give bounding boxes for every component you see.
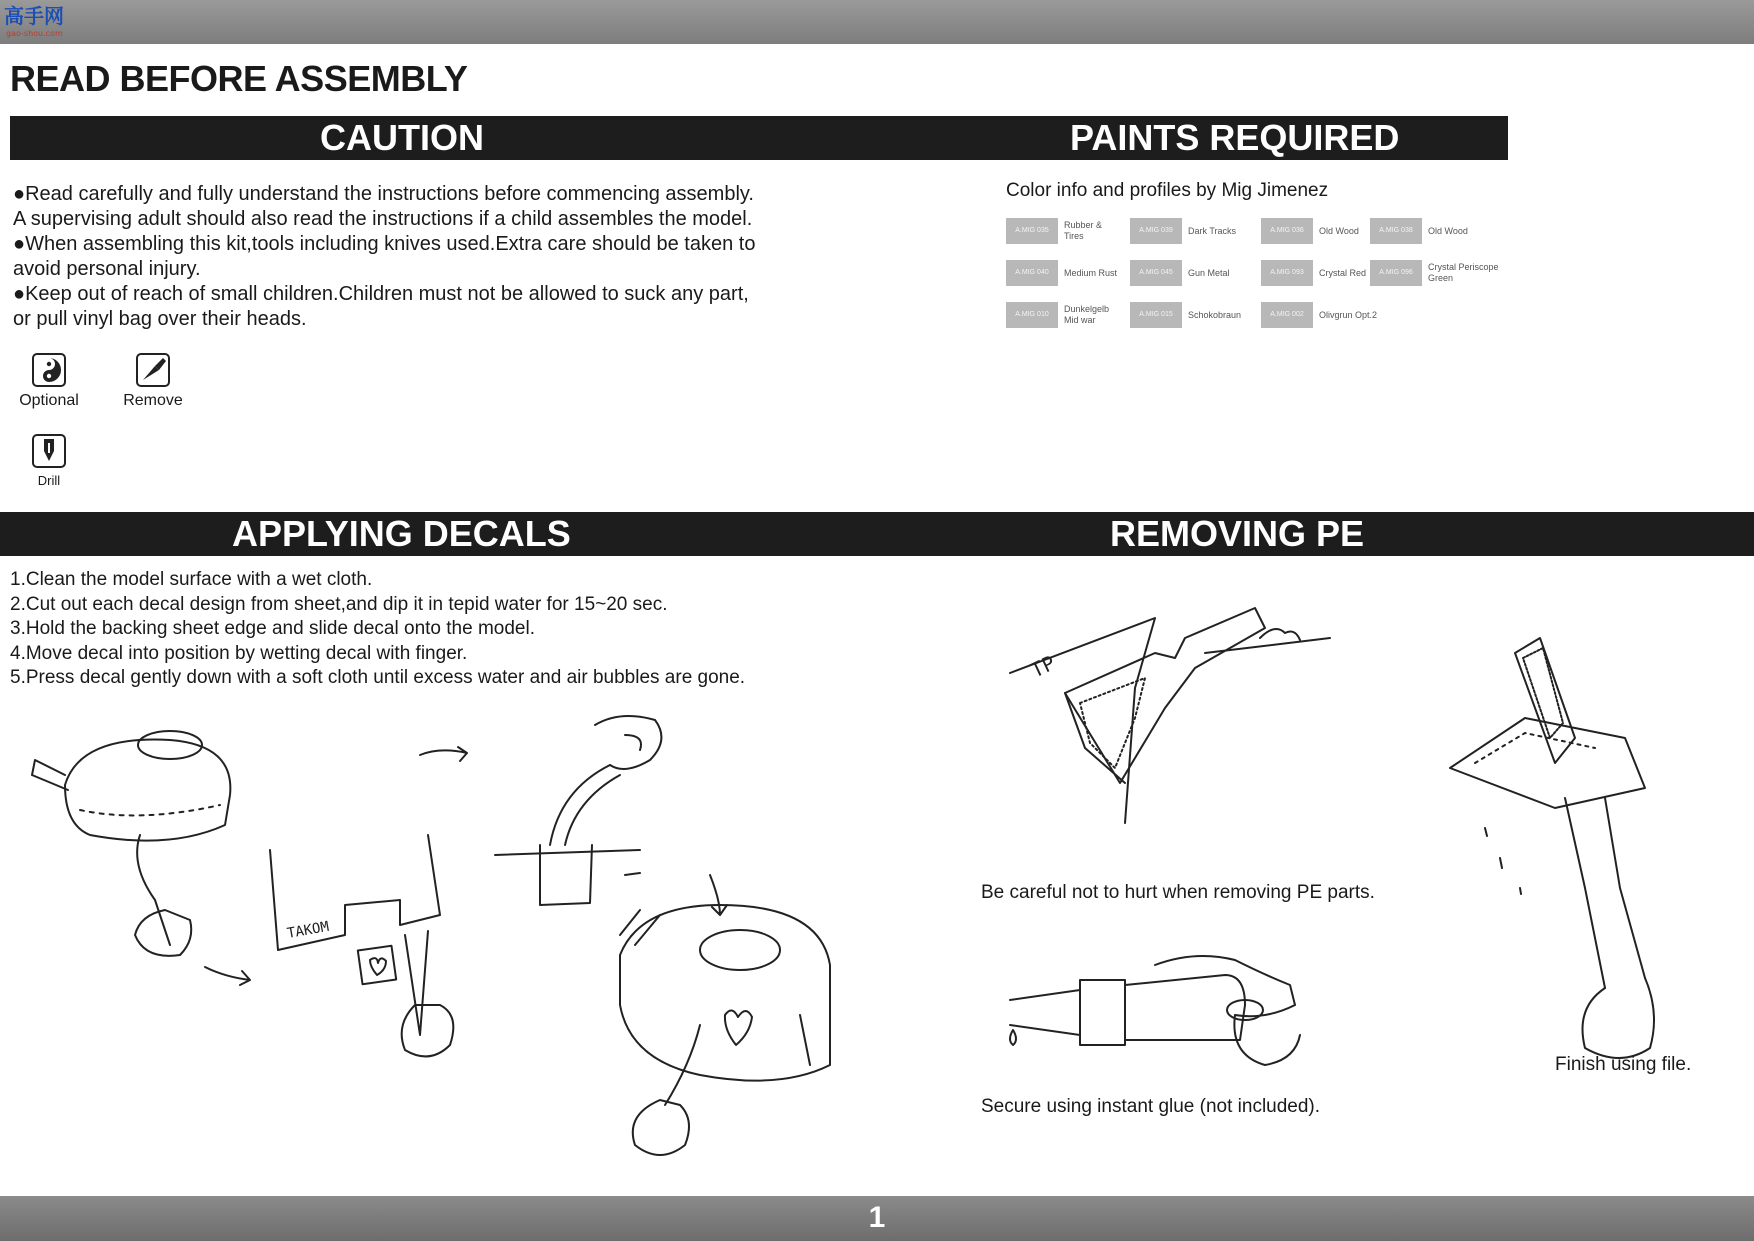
caution-text xyxy=(13,182,843,332)
paint-name: Old Wood xyxy=(1319,225,1359,236)
decal-step: 2.Cut out each decal design from sheet,and dip it in tepid water for 15~20 sec. xyxy=(10,593,668,615)
arrow-icon xyxy=(205,967,250,985)
paint-name: Old Wood xyxy=(1428,225,1468,236)
top-bar xyxy=(0,0,1754,44)
caution-line: A supervising adult should also read the instructions if a child assembles the model. xyxy=(13,208,753,230)
decal-sheet-label: TAKOM xyxy=(285,918,331,942)
caution-band xyxy=(10,116,1508,160)
caution-line: or pull vinyl bag over their heads. xyxy=(13,308,307,330)
pe-caption-file: Finish using file. xyxy=(1555,1054,1692,1075)
paint-name: Dark Tracks xyxy=(1188,225,1237,236)
optional-icon xyxy=(31,352,67,388)
paint-code: A.MIG 096 xyxy=(1370,260,1422,286)
paint-code: A.MIG 010 xyxy=(1006,302,1058,328)
decal-sheet-sketch xyxy=(270,835,453,1056)
decals-heading: APPLYING DECALS xyxy=(232,513,571,554)
pe-caption-glue: Secure using instant glue (not included). xyxy=(981,1096,1321,1117)
paint-name: Gun Metal xyxy=(1188,267,1230,278)
page-title: READ BEFORE ASSEMBLY xyxy=(10,58,468,99)
legend-label: Remove xyxy=(123,392,183,409)
decal-step: 4.Move decal into position by wetting decal with finger. xyxy=(10,642,468,664)
paint-code: A.MIG 040 xyxy=(1006,260,1058,286)
paint-code: A.MIG 093 xyxy=(1261,260,1313,286)
decal-step: 3.Hold the backing sheet edge and slide decal onto the model. xyxy=(10,618,535,639)
pe-glue-sketch xyxy=(1005,945,1355,1095)
legend-label: Optional xyxy=(19,392,79,409)
caution-line: ●Keep out of reach of small children.Children must not be allowed to suck any part, xyxy=(13,283,749,305)
site-logo-subtext: gao-shou.com xyxy=(6,29,63,38)
caution-heading: CAUTION xyxy=(320,117,484,158)
arrow-icon xyxy=(710,875,727,915)
decal-steps xyxy=(10,568,745,691)
decal-step: 1.Clean the model surface with a wet cloth. xyxy=(10,569,373,590)
pe-part-label: TP xyxy=(1026,650,1059,683)
paint-code: A.MIG 036 xyxy=(1261,218,1313,244)
caution-line: ●Read carefully and fully understand the instructions before commencing assembly. xyxy=(13,183,754,205)
legend-optional xyxy=(14,352,84,410)
caution-line: avoid personal injury. xyxy=(13,258,201,280)
removing-pe-heading: REMOVING PE xyxy=(1110,513,1365,554)
paint-code: A.MIG 015 xyxy=(1130,302,1182,328)
water-dip-sketch xyxy=(495,716,661,905)
paints-heading: PAINTS REQUIRED xyxy=(1070,117,1400,158)
paint-name: Medium Rust xyxy=(1064,267,1118,278)
decal-step: 5.Press decal gently down with a soft cloth until excess water and air bubbles are gone. xyxy=(10,667,746,688)
paint-code: A.MIG 039 xyxy=(1130,218,1182,244)
pe-cutting-sketch xyxy=(1005,598,1345,828)
page-number: 1 xyxy=(868,1201,886,1234)
turret-sketch xyxy=(32,731,230,956)
paint-name: Schokobraun xyxy=(1188,309,1242,320)
paint-name: Crystal Red xyxy=(1319,267,1367,278)
legend-label: Drill xyxy=(37,473,61,488)
drill-icon xyxy=(31,433,67,469)
paint-name: Rubber & Tires xyxy=(1064,220,1103,241)
paint-name: Olivgrun Opt.2 xyxy=(1319,309,1378,320)
legend-drill xyxy=(14,433,84,488)
paint-code: A.MIG 002 xyxy=(1261,302,1313,328)
paint-name: Crystal Periscope Green xyxy=(1428,262,1499,283)
site-logo: 高手网 xyxy=(4,4,64,28)
paints-subtitle: Color info and profiles by Mig Jimenez xyxy=(1006,180,1329,201)
turret-decal-sketch xyxy=(620,905,830,1155)
paint-code: A.MIG 038 xyxy=(1370,218,1422,244)
decals-band xyxy=(0,512,1754,556)
legend-remove xyxy=(118,352,188,410)
paint-code: A.MIG 035 xyxy=(1006,218,1058,244)
paint-name: Dunkelgelb Mid war xyxy=(1064,304,1110,325)
paint-code: A.MIG 045 xyxy=(1130,260,1182,286)
arrow-icon xyxy=(420,747,467,761)
decal-illustration xyxy=(20,705,860,1175)
caution-line: ●When assembling this kit,tools including knives used.Extra care should be taken to xyxy=(13,233,756,255)
remove-icon xyxy=(135,352,171,388)
pe-caption-careful: Be careful not to hurt when removing PE parts. xyxy=(981,882,1375,903)
pe-file-sketch xyxy=(1445,628,1735,1108)
